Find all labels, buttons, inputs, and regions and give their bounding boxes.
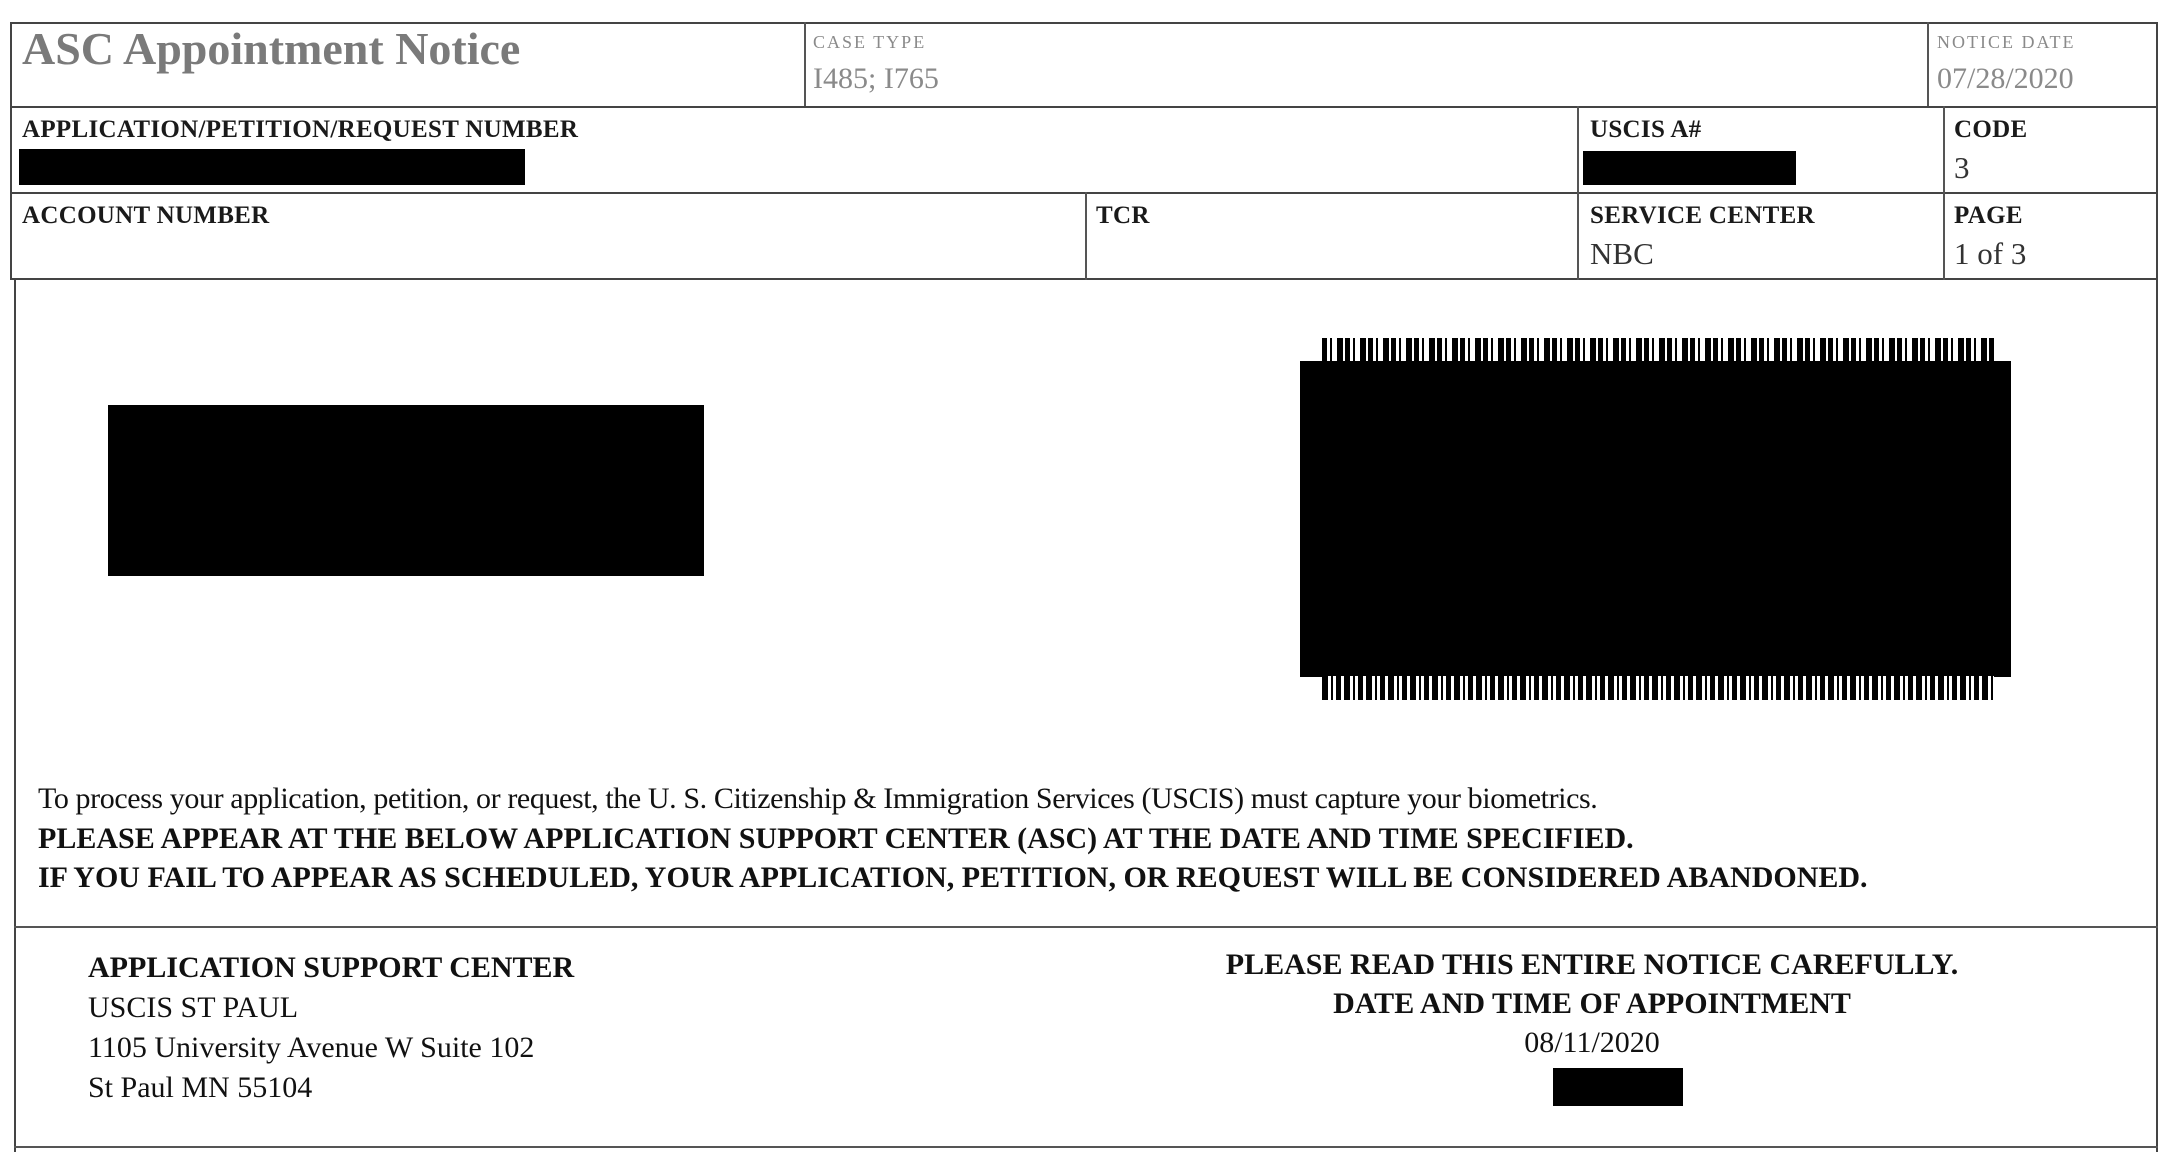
- appointment-heading: DATE AND TIME OF APPOINTMENT: [1333, 987, 1851, 1020]
- code-value: 3: [1954, 150, 1970, 185]
- section-divider: [14, 926, 2158, 928]
- case-type-label: CASE TYPE: [813, 32, 927, 52]
- asc-heading: APPLICATION SUPPORT CENTER: [88, 951, 575, 984]
- page-label: PAGE: [1954, 202, 2023, 229]
- account-number-label: ACCOUNT NUMBER: [22, 202, 270, 229]
- instructions-line-2: PLEASE APPEAR AT THE BELOW APPLICATION SUPPORT CENTER (ASC) AT THE DATE AND TIME SPECIFIED.: [38, 822, 1634, 855]
- asc-address-2: St Paul MN 55104: [88, 1071, 313, 1104]
- asc-address-1: 1105 University Avenue W Suite 102: [88, 1031, 535, 1064]
- appointment-time-redaction: [1553, 1068, 1683, 1106]
- uscis-a-number-redaction: [1583, 151, 1796, 185]
- appointment-date: 08/11/2020: [1524, 1026, 1660, 1059]
- bottom-divider: [14, 1146, 2158, 1148]
- header-divider-1: [804, 22, 806, 108]
- barcode-bottom: [1322, 676, 1994, 700]
- notice-date-label: NOTICE DATE: [1937, 32, 2076, 52]
- row2-divider-2: [1577, 192, 1579, 280]
- case-type-value: I485; I765: [813, 62, 939, 95]
- asc-name: USCIS ST PAUL: [88, 991, 299, 1024]
- row1-divider-1: [1577, 106, 1579, 194]
- service-center-value: NBC: [1590, 236, 1654, 271]
- uscis-a-number-label: USCIS A#: [1590, 116, 1702, 143]
- page-value: 1 of 3: [1954, 236, 2027, 271]
- row2-divider-3: [1943, 192, 1945, 280]
- read-notice-heading: PLEASE READ THIS ENTIRE NOTICE CAREFULLY.: [1225, 948, 1959, 981]
- row2-divider-1: [1085, 192, 1087, 280]
- row-account: [10, 192, 2158, 280]
- notice-date-value: 07/28/2020: [1937, 62, 2074, 95]
- addressee-redaction: [108, 405, 704, 576]
- barcode: [1322, 338, 1994, 362]
- code-label: CODE: [1954, 116, 2028, 143]
- row1-divider-2: [1943, 106, 1945, 194]
- application-number-redaction: [19, 149, 525, 185]
- barcode-redaction: [1300, 361, 2011, 677]
- header-divider-2: [1927, 22, 1929, 108]
- tcr-label: TCR: [1096, 202, 1150, 229]
- service-center-label: SERVICE CENTER: [1590, 202, 1815, 229]
- instructions-line-1: To process your application, petition, or request, the U. S. Citizenship & Immigration Services (USCIS) must capture your biometrics.: [38, 782, 1598, 815]
- instructions-line-3: IF YOU FAIL TO APPEAR AS SCHEDULED, YOUR APPLICATION, PETITION, OR REQUEST WILL BE CONSIDERED ABANDONED.: [38, 861, 1868, 894]
- application-number-label: APPLICATION/PETITION/REQUEST NUMBER: [22, 116, 579, 143]
- notice-title: ASC Appointment Notice: [22, 23, 521, 74]
